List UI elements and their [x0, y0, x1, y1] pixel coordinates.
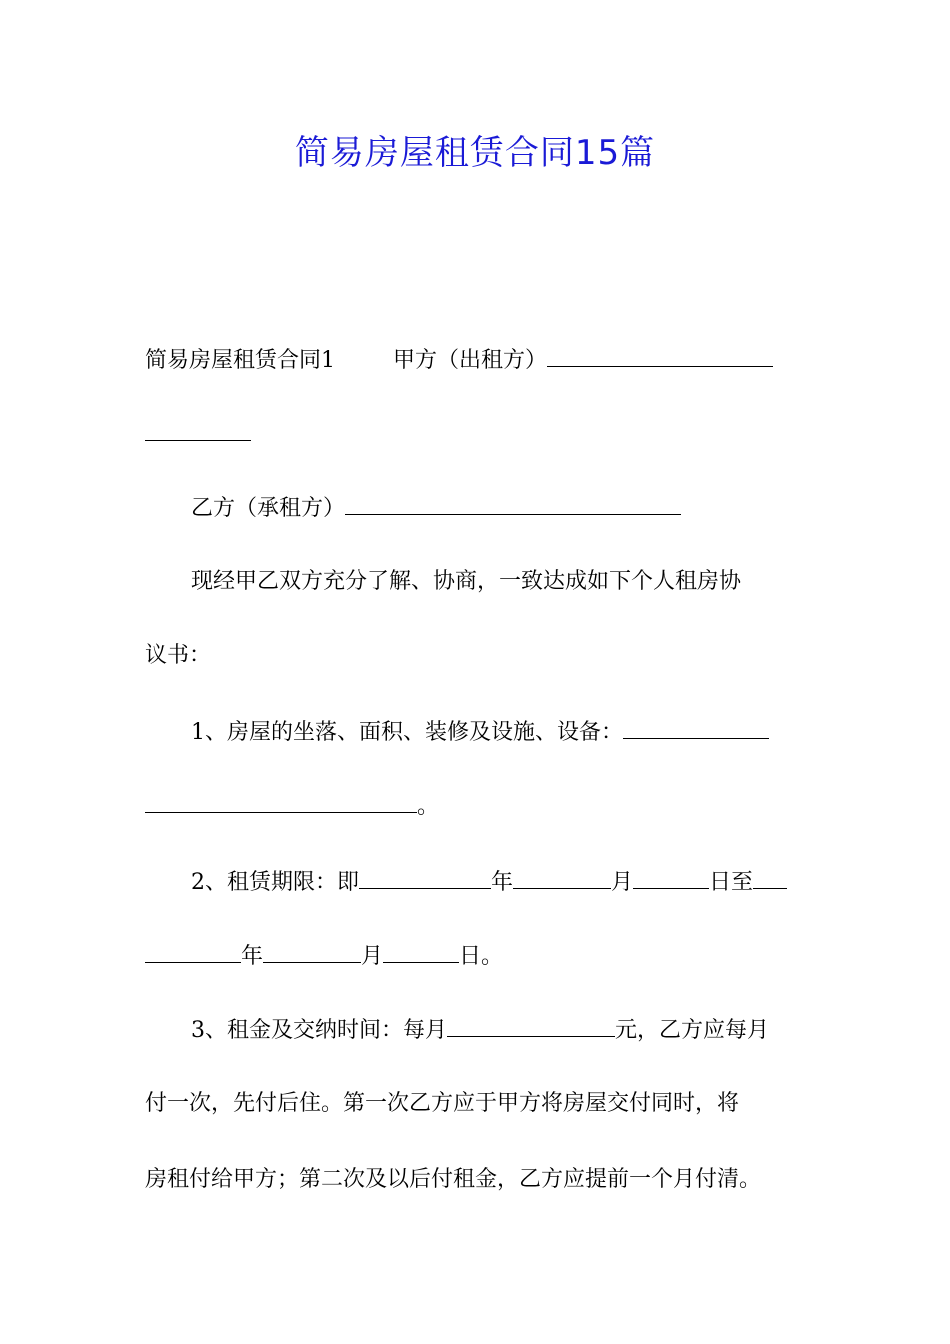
agreement-intro-text-cont: 议书： — [145, 643, 212, 668]
start-day-to-label: 日至 — [709, 870, 754, 895]
end-month-label: 月 — [361, 944, 384, 969]
party-a-label: 甲方（出租方） — [393, 348, 548, 373]
clause-1-blank-2 — [145, 786, 417, 813]
clause-3-label: 3、租金及交纳时间：每月 — [191, 1018, 447, 1043]
end-month-blank — [263, 936, 361, 963]
end-year-label: 年 — [241, 944, 264, 969]
clause-3-line — [145, 1010, 856, 1051]
start-month-blank — [513, 862, 611, 889]
clause-3-payment-text: 付一次，先付后住。第一次乙方应于甲方将房屋交付同时，将 — [145, 1091, 740, 1116]
clause-1-end: 。 — [417, 794, 440, 819]
clause-2-line — [145, 862, 856, 903]
end-day-label: 日。 — [459, 944, 504, 969]
paragraph-line — [145, 1160, 810, 1200]
clause-2-continuation — [145, 936, 810, 977]
monthly-rent-blank — [447, 1010, 615, 1037]
clause-1-label: 1、房屋的坐落、面积、装修及设施、设备： — [191, 720, 623, 745]
clause-3-text: 元，乙方应每月 — [615, 1018, 770, 1043]
end-year-blank — [145, 936, 241, 963]
clause-2-label: 2、租赁期限：即 — [191, 870, 359, 895]
party-b-blank — [345, 488, 681, 515]
clause-3-payment-text-cont: 房租付给甲方；第二次及以后付租金，乙方应提前一个月付清。 — [145, 1167, 762, 1192]
document-title: 简易房屋租赁合同15篇 — [294, 133, 656, 173]
start-year-blank — [359, 862, 491, 889]
party-b-line — [145, 488, 856, 529]
start-month-label: 月 — [611, 870, 634, 895]
party-b-label: 乙方（承租方） — [191, 496, 346, 521]
party-a-blank-2 — [145, 414, 251, 441]
party-a-blank-continuation — [145, 414, 810, 455]
start-year-label: 年 — [491, 870, 514, 895]
end-day-blank — [383, 936, 459, 963]
clause-1-blank — [623, 712, 769, 739]
end-year-blank-start — [753, 862, 787, 889]
agreement-intro-text: 现经甲乙双方充分了解、协商，一致达成如下个人租房协 — [191, 569, 742, 594]
start-day-blank — [633, 862, 709, 889]
paragraph-line — [145, 1084, 810, 1124]
paragraph-line — [145, 636, 810, 676]
paragraph-line — [145, 562, 856, 602]
party-a-blank — [547, 340, 773, 367]
clause-1-line — [145, 712, 856, 753]
clause-1-continuation — [145, 786, 810, 827]
contract-heading-line — [145, 340, 810, 381]
contract-number-heading: 简易房屋租赁合同1 — [145, 348, 335, 373]
